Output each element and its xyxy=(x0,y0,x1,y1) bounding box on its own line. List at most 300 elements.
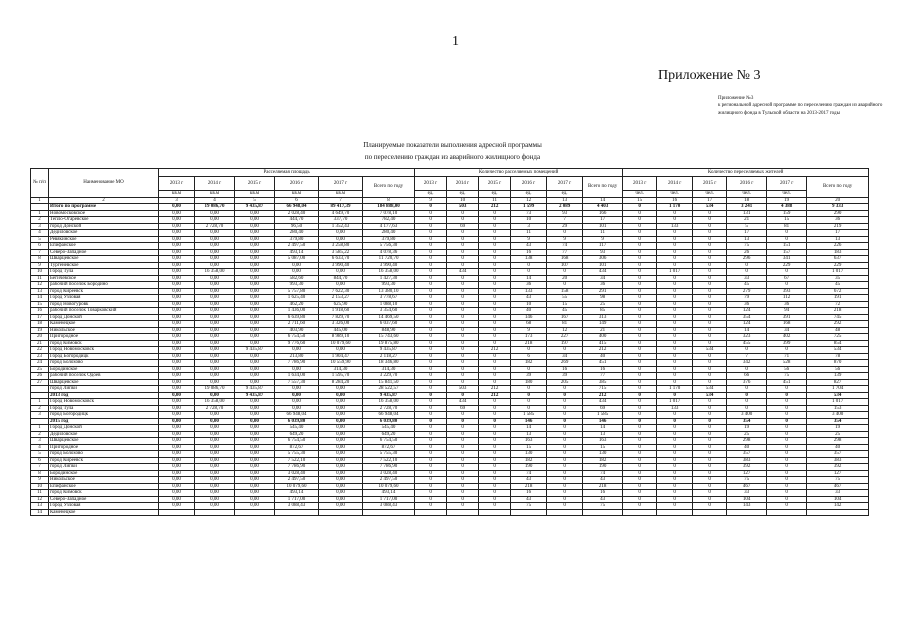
table-cell: 0 xyxy=(415,392,447,399)
table-cell: 870 xyxy=(807,360,869,367)
header-year-people: 2015 г xyxy=(693,177,727,191)
table-cell: 66 948,04 xyxy=(275,412,319,419)
table-cell: 280,40 xyxy=(363,230,415,237)
table-cell: 81 xyxy=(767,223,807,230)
table-cell: 229 xyxy=(767,262,807,269)
table-cell: 0 xyxy=(693,373,727,380)
header-year-people: 2016 г xyxy=(727,177,767,191)
table-cell xyxy=(693,509,727,516)
header-unit-people: чел. xyxy=(767,191,807,198)
table-cell: 81 xyxy=(547,321,583,328)
table-cell: 385 xyxy=(583,379,623,386)
table-cell: 0,00 xyxy=(319,418,363,425)
table-cell: 0 xyxy=(511,399,547,406)
table-cell: 0 xyxy=(693,282,727,289)
table-cell: 15 841,50 xyxy=(363,379,415,386)
table-cell: 0,00 xyxy=(195,308,235,315)
table-cell: 0 xyxy=(693,256,727,263)
table-cell: 33 xyxy=(727,490,767,497)
table-cell: 0 xyxy=(415,379,447,386)
table-cell: 1 717,00 xyxy=(275,496,319,503)
table-cell: 872,67 xyxy=(363,444,415,451)
table-cell: 0 xyxy=(479,451,511,458)
table-cell: 0 xyxy=(657,295,693,302)
table-cell: 5 755,30 xyxy=(363,451,415,458)
table-cell: 534 xyxy=(693,386,727,393)
table-cell: 0,00 xyxy=(235,483,275,490)
table-cell: 124 xyxy=(727,308,767,315)
column-number: 19 xyxy=(767,197,807,204)
table-cell: 0 xyxy=(415,327,447,334)
table-cell: 0 xyxy=(657,210,693,217)
table-cell: 383 xyxy=(727,457,767,464)
header-total-people: Всего по году xyxy=(807,177,869,198)
header-total-area: Всего по году xyxy=(363,177,415,198)
table-cell: 13 xyxy=(807,236,869,243)
table-cell: 0 xyxy=(415,353,447,360)
table-cell: 17 xyxy=(807,230,869,237)
table-cell: 0,00 xyxy=(159,288,195,295)
table-cell: 0,00 xyxy=(159,210,195,217)
table-cell: 467 xyxy=(807,483,869,490)
table-cell: 451 xyxy=(583,360,623,367)
column-number: 8 xyxy=(363,197,415,204)
table-cell: 0,00 xyxy=(195,412,235,419)
table-cell: 0 xyxy=(415,223,447,230)
table-cell: 0,00 xyxy=(235,340,275,347)
table-cell: 0,00 xyxy=(195,379,235,386)
table-cell: 0 xyxy=(623,295,657,302)
table-cell: 0,00 xyxy=(195,256,235,263)
table-cell: 212 xyxy=(479,204,511,211)
row-number: 6 xyxy=(31,243,49,250)
table-cell: 1 634,00 xyxy=(275,373,319,380)
table-cell: 0,00 xyxy=(235,288,275,295)
table-cell: 2 497,50 xyxy=(275,243,319,250)
table-cell: 434 xyxy=(447,269,479,276)
table-cell: 3 326,00 xyxy=(319,321,363,328)
table-cell: 0 xyxy=(415,360,447,367)
table-cell: 191 xyxy=(807,295,869,302)
table-cell: 0 xyxy=(693,431,727,438)
table-cell: 2 711,60 xyxy=(275,321,319,328)
table-cell: 36 xyxy=(511,282,547,289)
table-cell: 0 xyxy=(623,243,657,250)
table-cell: 0 xyxy=(447,425,479,432)
table-cell: 0,00 xyxy=(319,490,363,497)
table-cell: 3 028,40 xyxy=(363,470,415,477)
row-number: 12 xyxy=(31,282,49,289)
table-cell: 0,00 xyxy=(159,490,195,497)
table-cell: 0 xyxy=(623,503,657,510)
table-cell: 279 xyxy=(727,288,767,295)
table-cell: 0 xyxy=(479,210,511,217)
table-cell: 25 xyxy=(807,431,869,438)
municipality-name: рабочий поселок Товарковский xyxy=(49,308,159,315)
table-cell: 0,00 xyxy=(235,230,275,237)
table-cell: 0 xyxy=(479,360,511,367)
table-cell: 212 xyxy=(583,347,623,354)
table-cell: 0 xyxy=(447,412,479,419)
table-cell xyxy=(235,509,275,516)
table-cell: 314,30 xyxy=(319,366,363,373)
table-cell: 56 xyxy=(767,366,807,373)
table-cell: 16 xyxy=(547,366,583,373)
table-cell: 151 xyxy=(767,243,807,250)
table-cell: 89 417,39 xyxy=(319,204,363,211)
table-cell: 0 xyxy=(657,425,693,432)
table-cell: 0 xyxy=(623,223,657,230)
column-number: 17 xyxy=(693,197,727,204)
table-cell: 400 xyxy=(583,334,623,341)
table-cell: 0 xyxy=(415,496,447,503)
table-cell: 0 xyxy=(447,451,479,458)
table-cell: 0 xyxy=(693,418,727,425)
table-cell: 0 xyxy=(447,490,479,497)
table-cell: 75 xyxy=(583,503,623,510)
table-cell: 0 xyxy=(447,230,479,237)
table-cell: 0 xyxy=(693,457,727,464)
table-cell: 545,40 xyxy=(363,425,415,432)
table-cell: 0 xyxy=(479,282,511,289)
table-cell: 0 xyxy=(415,236,447,243)
table-cell: 0 xyxy=(657,301,693,308)
table-cell: 0 xyxy=(447,431,479,438)
table-cell: 0 xyxy=(693,405,727,412)
table-cell: 493,14 xyxy=(363,490,415,497)
row-number: 10 xyxy=(31,269,49,276)
table-cell: 0 xyxy=(479,470,511,477)
table-cell: 848,90 xyxy=(363,327,415,334)
row-number: 4 xyxy=(31,230,49,237)
table-cell: 1 436,00 xyxy=(275,308,319,315)
table-cell: 0,00 xyxy=(195,431,235,438)
table-cell: 182 xyxy=(511,457,547,464)
table-cell: 21 xyxy=(583,327,623,334)
table-cell: 306 xyxy=(583,256,623,263)
table-cell: 66 948,04 xyxy=(363,412,415,419)
table-cell: 0 xyxy=(693,236,727,243)
column-number: 18 xyxy=(727,197,767,204)
table-cell: 0,00 xyxy=(235,470,275,477)
table-cell: 0 xyxy=(657,340,693,347)
table-cell: 75 xyxy=(807,477,869,484)
table-cell: 0,00 xyxy=(159,347,195,354)
table-cell: 2 118,27 xyxy=(363,353,415,360)
municipality-name: Бородинское xyxy=(49,366,159,373)
table-cell: 0 xyxy=(657,288,693,295)
table-cell: 4 388 xyxy=(767,204,807,211)
table-cell: 7 522,10 xyxy=(275,457,319,464)
table-cell: 183 xyxy=(807,249,869,256)
table-row xyxy=(31,509,869,516)
table-cell xyxy=(447,509,479,516)
table-cell: 11 xyxy=(511,230,547,237)
table-cell: 77 xyxy=(547,249,583,256)
table-cell: 0 xyxy=(767,464,807,471)
table-cell: 117 xyxy=(583,243,623,250)
table-cell: 0 xyxy=(415,503,447,510)
table-cell: 127 xyxy=(807,470,869,477)
table-cell: 33 xyxy=(807,490,869,497)
table-cell: 0,00 xyxy=(319,386,363,393)
table-cell: 0,00 xyxy=(319,444,363,451)
table-cell: 0 xyxy=(547,282,583,289)
table-cell: 0 xyxy=(657,464,693,471)
row-number: 26 xyxy=(31,373,49,380)
table-cell: 392 xyxy=(807,464,869,471)
table-cell: 0,00 xyxy=(235,399,275,406)
table-cell: 0 xyxy=(693,262,727,269)
table-cell: 0 xyxy=(693,295,727,302)
table-cell: 0,00 xyxy=(319,503,363,510)
table-cell: 16 358,00 xyxy=(363,269,415,276)
table-cell: 0 xyxy=(767,269,807,276)
table-cell: 0 xyxy=(511,269,547,276)
table-cell: 0 xyxy=(447,496,479,503)
table-cell: 0,00 xyxy=(275,392,319,399)
table-cell: 0,00 xyxy=(195,230,235,237)
table-cell: 0 xyxy=(511,386,547,393)
table-cell: 534 xyxy=(807,347,869,354)
municipality-name: Никольское xyxy=(49,327,159,334)
table-cell: 0 xyxy=(479,249,511,256)
table-cell: 0,00 xyxy=(195,340,235,347)
table-cell: 0 xyxy=(447,418,479,425)
table-cell: 15 743,60 xyxy=(363,334,415,341)
table-cell: 0,00 xyxy=(195,295,235,302)
table-cell: 0,00 xyxy=(235,490,275,497)
column-number: 13 xyxy=(547,197,583,204)
table-cell: 0,00 xyxy=(159,217,195,224)
table-cell: 0,00 xyxy=(235,308,275,315)
table-cell: 0 xyxy=(767,347,807,354)
table-cell: 67 xyxy=(767,275,807,282)
table-cell: 0 xyxy=(623,262,657,269)
table-cell: 0 xyxy=(693,360,727,367)
table-cell: 379,80 xyxy=(275,236,319,243)
row-number: 12 xyxy=(31,496,49,503)
table-cell: 280,40 xyxy=(275,230,319,237)
table-cell: 0 xyxy=(479,412,511,419)
table-cell: 205 xyxy=(547,379,583,386)
table-cell: 0 xyxy=(479,275,511,282)
table-cell: 844,70 xyxy=(319,275,363,282)
header-unit-people: чел. xyxy=(693,191,727,198)
table-cell: 637 xyxy=(807,256,869,263)
table-cell: 0 xyxy=(623,230,657,237)
table-cell: 0,00 xyxy=(319,412,363,419)
table-cell: 69 xyxy=(447,223,479,230)
table-cell: 0 xyxy=(415,256,447,263)
table-cell: 78 xyxy=(807,353,869,360)
table-cell: 43 xyxy=(583,477,623,484)
table-cell xyxy=(363,509,415,516)
table-cell: 157 xyxy=(767,249,807,256)
table-cell: 0 xyxy=(511,392,547,399)
table-cell: 0,00 xyxy=(195,470,235,477)
table-cell: 0,00 xyxy=(235,295,275,302)
row-number: 13 xyxy=(31,288,49,295)
table-cell: 0 xyxy=(623,386,657,393)
table-cell: 0,00 xyxy=(195,249,235,256)
table-cell: 9 435,87 xyxy=(235,204,275,211)
row-number: 14 xyxy=(31,295,49,302)
table-cell: 0,00 xyxy=(159,334,195,341)
table-cell: 0,00 xyxy=(235,256,275,263)
table-cell: 0,00 xyxy=(195,418,235,425)
row-number: 19 xyxy=(31,327,49,334)
municipality-name: Пригородное xyxy=(49,444,159,451)
table-cell: 0,00 xyxy=(195,327,235,334)
municipality-name: город Липки xyxy=(49,464,159,471)
table-cell: 0 xyxy=(657,457,693,464)
table-cell xyxy=(159,509,195,516)
row-number: 2 xyxy=(31,405,49,412)
table-cell: 0 xyxy=(693,379,727,386)
table-cell: 0 xyxy=(547,457,583,464)
table-cell: 0 xyxy=(657,347,693,354)
table-cell: 0,00 xyxy=(319,392,363,399)
table-cell: 0 xyxy=(447,470,479,477)
table-cell: 7 829,70 xyxy=(319,314,363,321)
municipality-name: Бегичевское xyxy=(49,275,159,282)
table-cell: 0 xyxy=(727,366,767,373)
municipality-name: Город Тула xyxy=(49,405,159,412)
table-cell: 0 xyxy=(623,327,657,334)
table-cell: 0 xyxy=(479,301,511,308)
header-num: № п/п xyxy=(31,169,49,198)
table-cell: 0 xyxy=(623,288,657,295)
table-cell: 0,00 xyxy=(235,236,275,243)
table-cell: 402 xyxy=(767,334,807,341)
table-cell: 1 904,47 xyxy=(319,353,363,360)
table-cell: 33 xyxy=(727,275,767,282)
table-cell: 503 xyxy=(447,204,479,211)
table-cell: 0 xyxy=(623,496,657,503)
table-cell: 0,00 xyxy=(235,496,275,503)
table-cell: 227 xyxy=(547,334,583,341)
table-cell: 649,20 xyxy=(275,431,319,438)
table-cell: 434 xyxy=(583,399,623,406)
table-cell: 0 xyxy=(623,347,657,354)
table-cell: 0 xyxy=(693,470,727,477)
table-cell: 2 728,70 xyxy=(195,405,235,412)
table-cell: 1 595,70 xyxy=(319,373,363,380)
table-cell: 12 xyxy=(547,327,583,334)
row-number: 22 xyxy=(31,347,49,354)
table-cell: 131 xyxy=(727,210,767,217)
table-cell: 0,00 xyxy=(159,204,195,211)
table-cell: 0 xyxy=(767,451,807,458)
column-number: 15 xyxy=(623,197,657,204)
table-cell: 0,00 xyxy=(319,236,363,243)
table-cell xyxy=(479,509,511,516)
appendix-note xyxy=(718,95,883,117)
table-cell: 5 755,30 xyxy=(275,451,319,458)
table-cell: 0 xyxy=(511,347,547,354)
table-cell: 35 xyxy=(807,275,869,282)
table-cell: 73 xyxy=(511,210,547,217)
municipality-name: город Новогуровк xyxy=(49,301,159,308)
table-cell xyxy=(195,509,235,516)
table-cell: 0 xyxy=(623,464,657,471)
table-cell: 1 352,43 xyxy=(319,223,363,230)
table-cell: 0 xyxy=(623,399,657,406)
table-cell: 0 xyxy=(623,308,657,315)
column-number: 16 xyxy=(657,197,693,204)
table-cell: 0 xyxy=(547,425,583,432)
table-cell: 357 xyxy=(727,451,767,458)
table-cell: 393 xyxy=(767,288,807,295)
table-cell: 290 xyxy=(807,210,869,217)
table-cell: 0 xyxy=(447,340,479,347)
table-cell: 2 153,27 xyxy=(319,295,363,302)
column-number: 10 xyxy=(447,197,479,204)
table-cell: 75 xyxy=(727,477,767,484)
row-number: 18 xyxy=(31,321,49,328)
table-cell: 3 088,43 xyxy=(275,503,319,510)
table-cell: 0 xyxy=(547,477,583,484)
table-cell: 180 xyxy=(511,379,547,386)
table-cell: 0 xyxy=(415,373,447,380)
column-number: 14 xyxy=(583,197,623,204)
table-cell: 0,00 xyxy=(159,496,195,503)
table-cell: 0 xyxy=(511,262,547,269)
table-cell: 0 xyxy=(693,210,727,217)
table-cell: 872,67 xyxy=(275,444,319,451)
table-cell: 625,90 xyxy=(319,301,363,308)
table-cell: 0,00 xyxy=(235,243,275,250)
table-cell: 0,00 xyxy=(235,431,275,438)
table-cell: 7 786,90 xyxy=(275,464,319,471)
header-unit-area: кв.м xyxy=(235,191,275,198)
table-cell: 36 xyxy=(807,217,869,224)
table-cell: 0 xyxy=(623,431,657,438)
table-cell: 0 xyxy=(479,308,511,315)
table-cell: 1 717,00 xyxy=(363,496,415,503)
table-cell xyxy=(415,509,447,516)
table-cell: 13 xyxy=(727,236,767,243)
table-cell: 0 xyxy=(693,444,727,451)
table-cell: 0 xyxy=(693,451,727,458)
table-cell: 39 xyxy=(511,373,547,380)
table-cell: 212 xyxy=(479,386,511,393)
table-cell: 0 xyxy=(447,321,479,328)
table-cell: 451 xyxy=(767,379,807,386)
table-cell: 68 xyxy=(511,321,547,328)
municipality-name: город Богородицк xyxy=(49,412,159,419)
table-cell: 43 xyxy=(511,496,547,503)
table-cell: 0,00 xyxy=(235,223,275,230)
table-cell: 0,00 xyxy=(319,230,363,237)
table-cell: 13 xyxy=(511,431,547,438)
table-cell: 392 xyxy=(727,464,767,471)
table-cell: 74 xyxy=(511,470,547,477)
table-cell: 0 xyxy=(693,269,727,276)
table-cell: 0,00 xyxy=(159,321,195,328)
table-cell: 0 xyxy=(447,249,479,256)
table-cell: 0 xyxy=(657,444,693,451)
table-cell: 163 xyxy=(511,438,547,445)
table-cell: 229 xyxy=(807,262,869,269)
table-cell xyxy=(547,509,583,516)
table-cell: 1 170 xyxy=(657,204,693,211)
header-flats-group: Количество расселяемых помещений xyxy=(415,169,623,177)
header-unit-flats: ед. xyxy=(511,191,547,198)
table-cell: 0 xyxy=(657,451,693,458)
table-cell: 3 585,22 xyxy=(319,249,363,256)
